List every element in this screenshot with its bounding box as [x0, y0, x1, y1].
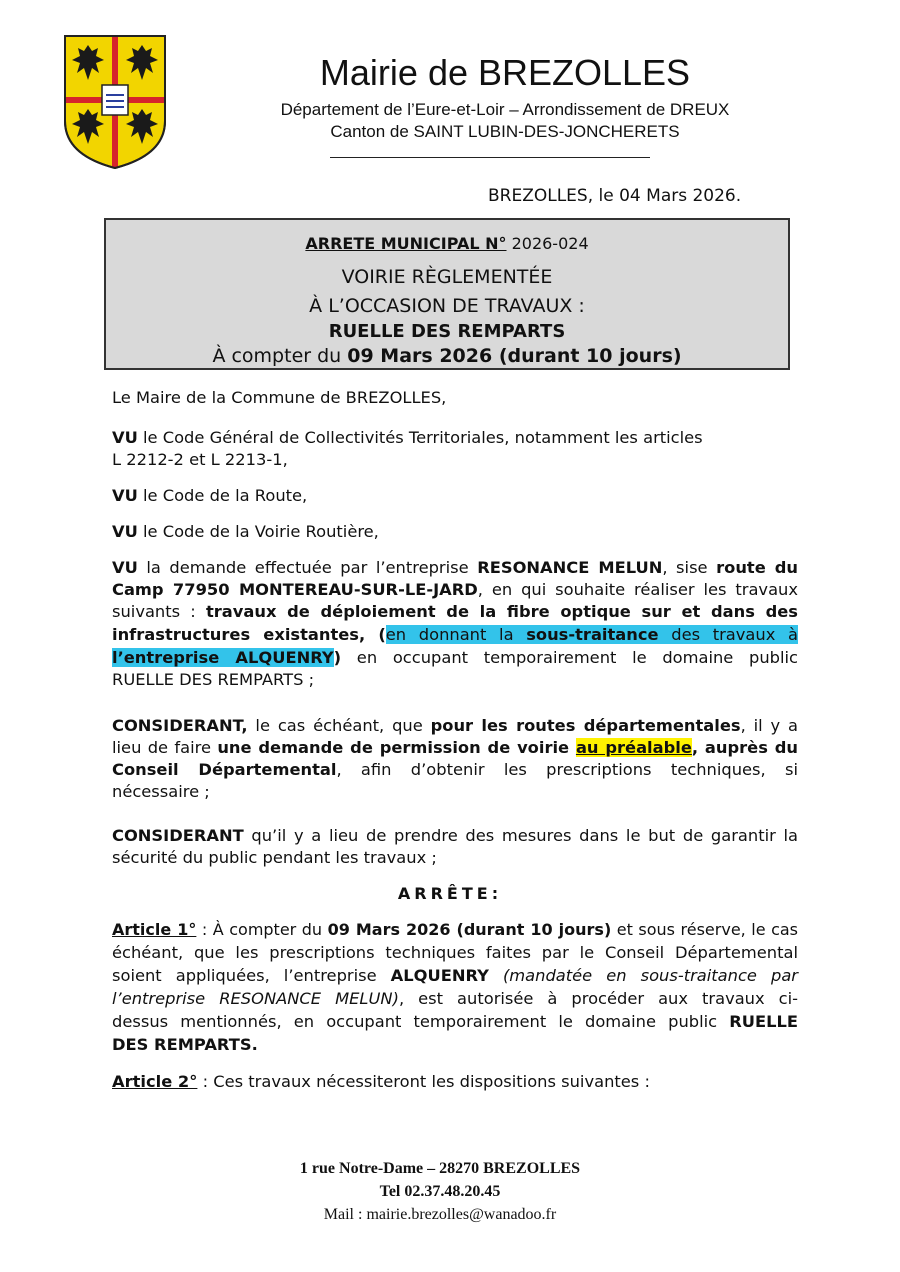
title-line-date: À compter du 09 Mars 2026 (durant 10 jours)	[212, 345, 682, 367]
title-box	[104, 218, 790, 370]
vu-demande-line5: l’entreprise ALQUENRY) en occupant temporairement le domaine public	[112, 648, 798, 667]
article1-line1: Article 1° : À compter du 09 Mars 2026 (durant 10 jours) et sous réserve, le cas	[112, 920, 799, 939]
header-canton: Canton de SAINT LUBIN-DES-JONCHERETS	[330, 122, 680, 141]
page-title: Mairie de BREZOLLES	[319, 52, 691, 93]
header-department: Département de l’Eure-et-Loir – Arrondissement de DREUX	[280, 100, 730, 119]
article1-line5: dessus mentionnés, en occupant temporairement le domaine public RUELLE	[112, 1012, 798, 1031]
article2-line1: Article 2° : Ces travaux nécessiteront les dispositions suivantes :	[112, 1072, 650, 1091]
vu-demande-line2: Camp 77950 MONTEREAU-SUR-LE-JARD, en qui souhaite réaliser les travaux	[112, 580, 798, 599]
vu-demande-line1: VU la demande effectuée par l’entreprise RESONANCE MELUN, sise route du	[112, 558, 799, 577]
considerant2-line1: CONSIDERANT qu’il y a lieu de prendre des mesures dans le but de garantir la	[112, 826, 798, 845]
considerant1-line1: CONSIDERANT, le cas échéant, que pour les routes départementales, il y a	[112, 716, 798, 735]
article1-line3: soient appliquées, l’entreprise ALQUENRY (mandatée en sous-traitance par	[112, 966, 798, 985]
considerant1-line3: Conseil Départemental, afin d’obtenir les prescriptions techniques, si	[112, 760, 799, 779]
article1-line4: l’entreprise RESONANCE MELUN), est autorisée à procéder aux travaux ci-	[112, 989, 798, 1008]
considerant2-line2: sécurité du public pendant les travaux ;	[112, 848, 437, 867]
article1-line6: DES REMPARTS.	[112, 1035, 258, 1054]
footer-phone: Tel 02.37.48.20.45	[379, 1183, 501, 1200]
coat-of-arms-icon	[62, 33, 168, 171]
vu-cgct-line1: VU le Code Général de Collectivités Territoriales, notamment les articles	[112, 428, 703, 447]
decree-number: ARRETE MUNICIPAL N° 2026-024	[305, 234, 589, 253]
vu-demande-line3: suivants : travaux de déploiement de la fibre optique sur et dans des	[112, 602, 798, 621]
title-line-voirie: VOIRIE RÈGLEMENTÉE	[341, 266, 553, 288]
footer-address: 1 rue Notre-Dame – 28270 BREZOLLES	[299, 1160, 581, 1177]
arrete-heading: ARRÊTE:	[397, 884, 503, 903]
considerant1-line4: nécessaire ;	[112, 782, 210, 801]
footer-email: Mail : mairie.brezolles@wanadoo.fr	[323, 1206, 557, 1223]
vu-demande-line4: infrastructures existantes, (en donnant la sous-traitance des travaux à	[112, 625, 798, 644]
considerant1-line2: lieu de faire une demande de permission de voirie au préalable, auprès du	[112, 738, 798, 757]
title-line-street: RUELLE DES REMPARTS	[328, 321, 566, 342]
article1-line2: échéant, que les prescriptions techniques faites par le Conseil Départemental	[112, 943, 798, 962]
intro-line: Le Maire de la Commune de BREZOLLES,	[112, 388, 447, 407]
vu-cgct-line2: L 2212-2 et L 2213-1,	[112, 450, 288, 469]
vu-demande-line6: RUELLE DES REMPARTS ;	[112, 670, 315, 689]
header-divider	[330, 157, 650, 158]
vu-code-voirie: VU le Code de la Voirie Routière,	[112, 522, 379, 541]
date-line: BREZOLLES, le 04 Mars 2026.	[488, 186, 742, 206]
title-line-travaux: À L’OCCASION DE TRAVAUX :	[309, 295, 585, 317]
vu-code-route: VU le Code de la Route,	[112, 486, 308, 505]
